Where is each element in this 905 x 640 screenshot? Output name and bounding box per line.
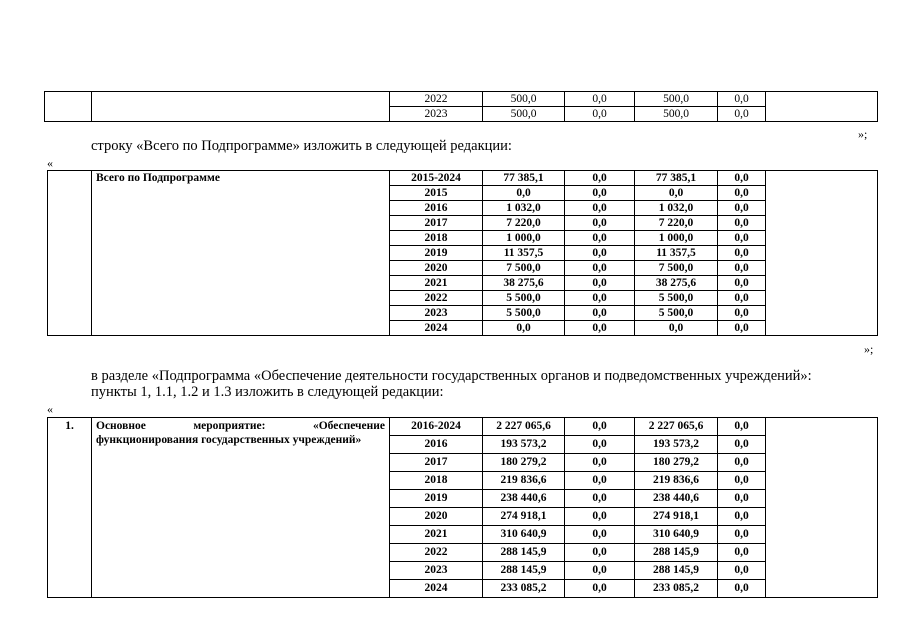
total-amount-cell: 310 640,9 — [483, 526, 565, 544]
other-sources-cell: 0,0 — [718, 321, 766, 336]
row-label-cell: Всего по Подпрограмме — [92, 171, 390, 336]
year-cell: 2015-2024 — [390, 171, 483, 186]
federal-budget-cell: 0,0 — [565, 246, 635, 261]
federal-budget-cell: 0,0 — [565, 186, 635, 201]
regional-budget-cell: 5 500,0 — [635, 291, 718, 306]
regional-budget-cell: 7 500,0 — [635, 261, 718, 276]
other-sources-cell: 0,0 — [718, 526, 766, 544]
table-row — [45, 92, 878, 107]
total-amount-cell: 193 573,2 — [483, 436, 565, 454]
regional-budget-cell: 193 573,2 — [635, 436, 718, 454]
federal-budget-cell: 0,0 — [565, 321, 635, 336]
federal-budget-cell: 0,0 — [565, 261, 635, 276]
regional-budget-cell: 238 440,6 — [635, 490, 718, 508]
regional-budget-cell: 288 145,9 — [635, 562, 718, 580]
total-amount-cell: 1 000,0 — [483, 231, 565, 246]
year-cell: 2015 — [390, 186, 483, 201]
regional-budget-cell: 0,0 — [635, 321, 718, 336]
other-sources-cell: 0,0 — [718, 508, 766, 526]
federal-budget-cell: 0,0 — [565, 107, 635, 122]
other-sources-cell: 0,0 — [718, 580, 766, 598]
instruction-paragraph: строку «Всего по Подпрограмме» изложить в следующей редакции: — [91, 138, 512, 154]
year-cell: 2020 — [390, 508, 483, 526]
federal-budget-cell: 0,0 — [565, 276, 635, 291]
regional-budget-cell: 2 227 065,6 — [635, 418, 718, 436]
regional-budget-cell: 274 918,1 — [635, 508, 718, 526]
federal-budget-cell: 0,0 — [565, 418, 635, 436]
closing-quote: »; — [858, 127, 868, 141]
empty-cell — [766, 171, 878, 336]
other-sources-cell: 0,0 — [718, 231, 766, 246]
empty-cell — [766, 418, 878, 598]
regional-budget-cell: 77 385,1 — [635, 171, 718, 186]
regional-budget-cell: 0,0 — [635, 186, 718, 201]
other-sources-cell: 0,0 — [718, 490, 766, 508]
federal-budget-cell: 0,0 — [565, 454, 635, 472]
federal-budget-cell: 0,0 — [565, 526, 635, 544]
other-sources-cell: 0,0 — [718, 291, 766, 306]
regional-budget-cell: 7 220,0 — [635, 216, 718, 231]
year-cell: 2022 — [390, 92, 483, 107]
federal-budget-cell: 0,0 — [565, 306, 635, 321]
regional-budget-cell: 500,0 — [635, 107, 718, 122]
total-amount-cell: 0,0 — [483, 321, 565, 336]
federal-budget-cell: 0,0 — [565, 490, 635, 508]
other-sources-cell: 0,0 — [718, 472, 766, 490]
regional-budget-cell: 1 000,0 — [635, 231, 718, 246]
year-cell: 2016 — [390, 436, 483, 454]
other-sources-cell: 0,0 — [718, 201, 766, 216]
year-cell: 2022 — [390, 544, 483, 562]
instruction-paragraph: в разделе «Подпрограмма «Обеспечение деятельности государственных органов и подведомственных учреждений»: — [91, 368, 812, 384]
opening-quote: « — [47, 402, 53, 416]
year-cell: 2023 — [390, 107, 483, 122]
total-amount-cell: 7 220,0 — [483, 216, 565, 231]
total-amount-cell: 233 085,2 — [483, 580, 565, 598]
regional-budget-cell: 219 836,6 — [635, 472, 718, 490]
other-sources-cell: 0,0 — [718, 261, 766, 276]
empty-cell — [766, 92, 878, 122]
other-sources-cell: 0,0 — [718, 186, 766, 201]
regional-budget-cell: 38 275,6 — [635, 276, 718, 291]
year-cell: 2024 — [390, 321, 483, 336]
row-number-cell: 1. — [48, 418, 92, 598]
other-sources-cell: 0,0 — [718, 436, 766, 454]
year-cell: 2020 — [390, 261, 483, 276]
total-amount-cell: 1 032,0 — [483, 201, 565, 216]
regional-budget-cell: 5 500,0 — [635, 306, 718, 321]
regional-budget-cell: 1 032,0 — [635, 201, 718, 216]
federal-budget-cell: 0,0 — [565, 201, 635, 216]
row-label-cell: Основное мероприятие: «Обеспечение функционирования государственных учреждений» — [92, 418, 390, 598]
year-cell: 2016 — [390, 201, 483, 216]
row-label-cell — [92, 92, 390, 122]
closing-quote: »; — [864, 342, 874, 356]
federal-budget-cell: 0,0 — [565, 291, 635, 306]
regional-budget-cell: 500,0 — [635, 92, 718, 107]
year-cell: 2021 — [390, 526, 483, 544]
total-amount-cell: 288 145,9 — [483, 544, 565, 562]
federal-budget-cell: 0,0 — [565, 436, 635, 454]
federal-budget-cell: 0,0 — [565, 508, 635, 526]
total-amount-cell: 2 227 065,6 — [483, 418, 565, 436]
year-cell: 2024 — [390, 580, 483, 598]
other-sources-cell: 0,0 — [718, 544, 766, 562]
year-cell: 2019 — [390, 490, 483, 508]
total-amount-cell: 0,0 — [483, 186, 565, 201]
other-sources-cell: 0,0 — [718, 92, 766, 107]
other-sources-cell: 0,0 — [718, 246, 766, 261]
regional-budget-cell: 288 145,9 — [635, 544, 718, 562]
table-top-fragment — [44, 91, 878, 122]
total-amount-cell: 5 500,0 — [483, 306, 565, 321]
federal-budget-cell: 0,0 — [565, 562, 635, 580]
federal-budget-cell: 0,0 — [565, 472, 635, 490]
other-sources-cell: 0,0 — [718, 107, 766, 122]
total-amount-cell: 38 275,6 — [483, 276, 565, 291]
other-sources-cell: 0,0 — [718, 418, 766, 436]
total-amount-cell: 500,0 — [483, 92, 565, 107]
regional-budget-cell: 180 279,2 — [635, 454, 718, 472]
total-amount-cell: 77 385,1 — [483, 171, 565, 186]
total-amount-cell: 219 836,6 — [483, 472, 565, 490]
year-cell: 2019 — [390, 246, 483, 261]
row-number-cell — [45, 92, 92, 122]
table-row — [48, 418, 878, 436]
total-amount-cell: 180 279,2 — [483, 454, 565, 472]
other-sources-cell: 0,0 — [718, 306, 766, 321]
regional-budget-cell: 11 357,5 — [635, 246, 718, 261]
regional-budget-cell: 233 085,2 — [635, 580, 718, 598]
federal-budget-cell: 0,0 — [565, 216, 635, 231]
year-cell: 2016-2024 — [390, 418, 483, 436]
table-subprogram-total — [47, 170, 878, 336]
federal-budget-cell: 0,0 — [565, 580, 635, 598]
other-sources-cell: 0,0 — [718, 454, 766, 472]
regional-budget-cell: 310 640,9 — [635, 526, 718, 544]
other-sources-cell: 0,0 — [718, 216, 766, 231]
total-amount-cell: 11 357,5 — [483, 246, 565, 261]
total-amount-cell: 288 145,9 — [483, 562, 565, 580]
total-amount-cell: 500,0 — [483, 107, 565, 122]
other-sources-cell: 0,0 — [718, 562, 766, 580]
other-sources-cell: 0,0 — [718, 276, 766, 291]
year-cell: 2021 — [390, 276, 483, 291]
row-number-cell — [48, 171, 92, 336]
year-cell: 2022 — [390, 291, 483, 306]
table-main-activity — [47, 417, 878, 598]
federal-budget-cell: 0,0 — [565, 171, 635, 186]
instruction-paragraph: пункты 1, 1.1, 1.2 и 1.3 изложить в следующей редакции: — [91, 384, 444, 400]
year-cell: 2017 — [390, 216, 483, 231]
federal-budget-cell: 0,0 — [565, 544, 635, 562]
federal-budget-cell: 0,0 — [565, 92, 635, 107]
other-sources-cell: 0,0 — [718, 171, 766, 186]
table-row — [48, 171, 878, 186]
total-amount-cell: 7 500,0 — [483, 261, 565, 276]
year-cell: 2017 — [390, 454, 483, 472]
federal-budget-cell: 0,0 — [565, 231, 635, 246]
opening-quote: « — [47, 156, 53, 170]
total-amount-cell: 238 440,6 — [483, 490, 565, 508]
year-cell: 2023 — [390, 306, 483, 321]
year-cell: 2023 — [390, 562, 483, 580]
year-cell: 2018 — [390, 231, 483, 246]
total-amount-cell: 5 500,0 — [483, 291, 565, 306]
total-amount-cell: 274 918,1 — [483, 508, 565, 526]
year-cell: 2018 — [390, 472, 483, 490]
